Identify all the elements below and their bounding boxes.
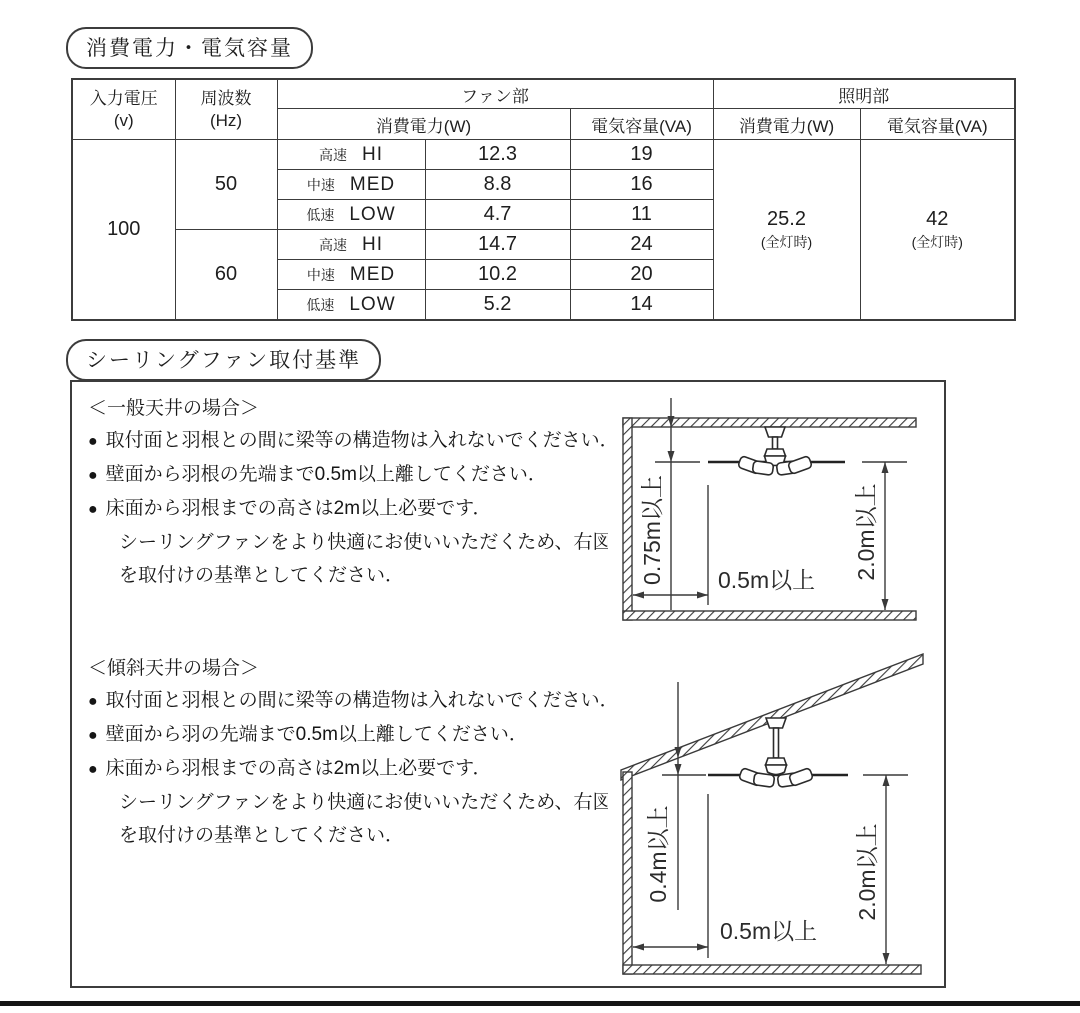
sloped-ceiling-heading: ＜傾斜天井の場合＞ <box>88 658 260 679</box>
fan-power-value: 10.2 <box>425 260 570 290</box>
dim-wall-gap-label: 0.5m以上 <box>720 918 818 944</box>
bullet-icon: ● <box>88 433 98 450</box>
fan-capacity-value: 16 <box>570 170 713 200</box>
light-power-note: (全灯時) <box>760 234 813 251</box>
dim-ceiling-gap <box>639 398 675 610</box>
speed-label-jp: 低速 <box>306 207 335 223</box>
bullet-text: 床面から羽根までの高さは2m以上必要です． <box>105 498 492 519</box>
frequency-50-value: 50 <box>175 140 277 230</box>
light-capacity-cell <box>860 140 1015 321</box>
fan-capacity-value: 19 <box>570 140 713 170</box>
note-line: シーリングファンをより快適にお使いいただくため、右図 <box>119 792 612 813</box>
speed-cell <box>277 170 425 200</box>
ceiling-hatch <box>623 418 916 427</box>
header-fan-power-w: 消費電力(W) <box>277 109 570 140</box>
fan-capacity-value: 14 <box>570 290 713 321</box>
header-light-section: 照明部 <box>713 79 1015 109</box>
speed-label-en: LOW <box>349 294 396 315</box>
bullet-icon: ● <box>88 727 98 744</box>
wall-hatch <box>623 418 632 620</box>
bullet-text: 壁面から羽根の先端まで0.5m以上離してください． <box>105 464 547 485</box>
input-voltage-value: 100 <box>72 140 175 321</box>
dim-floor-height <box>853 462 889 610</box>
light-capacity-note: (全灯時) <box>911 234 963 251</box>
bullet-item <box>88 424 619 458</box>
wall-hatch <box>623 772 632 974</box>
power-section-title <box>66 27 313 69</box>
speed-cell <box>277 230 425 260</box>
header-light-power-w: 消費電力(W) <box>713 109 860 140</box>
floor-hatch <box>623 965 921 974</box>
dim-wall-gap-label: 0.5m以上 <box>718 567 816 593</box>
speed-cell <box>277 140 425 170</box>
bullet-text: 床面から羽根までの高さは2m以上必要です． <box>105 758 492 779</box>
frequency-60-value: 60 <box>175 230 277 321</box>
speed-label-jp: 低速 <box>306 297 335 313</box>
header-fan-capacity-va: 電気容量(VA) <box>570 109 713 140</box>
header-light-capacity-va: 電気容量(VA) <box>860 109 1015 140</box>
speed-label-en: HI <box>362 234 383 255</box>
note-line: シーリングファンをより快適にお使いいただくため、右図 <box>119 532 612 553</box>
dim-floor-height-label: 2.0m以上 <box>853 483 879 581</box>
ceiling-fan-icon <box>738 427 813 475</box>
speed-label-jp: 中速 <box>306 177 335 193</box>
table-row <box>72 140 1015 170</box>
page-bottom-rule <box>0 1001 1080 1006</box>
header-input-voltage <box>72 79 175 140</box>
note-line: を取付けの基準としてください． <box>119 565 405 586</box>
note-line: を取付けの基準としてください． <box>119 825 405 846</box>
sloped-ceiling-text-block <box>88 654 619 852</box>
speed-label-jp: 中速 <box>306 267 335 283</box>
speed-label-en: MED <box>349 174 396 195</box>
header-fan-section: ファン部 <box>277 79 713 109</box>
speed-cell <box>277 200 425 230</box>
bullet-icon: ● <box>88 501 98 518</box>
dim-ceiling-gap-label: 0.4m以上 <box>645 805 671 903</box>
speed-cell <box>277 260 425 290</box>
bullet-item <box>88 492 619 526</box>
dim-ceiling-gap <box>645 682 682 910</box>
bullet-text: 壁面から羽の先端まで0.5m以上離してください． <box>105 724 528 745</box>
header-frequency <box>175 79 277 140</box>
light-capacity-value: 42 <box>926 208 949 231</box>
fan-power-value: 12.3 <box>425 140 570 170</box>
speed-label-jp: 高速 <box>319 237 347 253</box>
normal-ceiling-heading: ＜一般天井の場合＞ <box>88 398 260 419</box>
bullet-item <box>88 458 619 492</box>
bullet-item <box>88 718 619 752</box>
header-input-voltage-line2: (v) <box>113 110 134 130</box>
install-section-title <box>66 339 381 381</box>
dim-floor-height-label: 2.0m以上 <box>854 823 880 921</box>
fan-power-value: 5.2 <box>425 290 570 321</box>
bullet-icon: ● <box>88 693 98 710</box>
power-capacity-table <box>71 78 1016 321</box>
fan-power-value: 14.7 <box>425 230 570 260</box>
dim-floor-height <box>854 775 890 964</box>
dim-ceiling-gap-label: 0.75m以上 <box>639 475 665 585</box>
bullet-item <box>88 684 619 718</box>
installation-standards-box <box>70 380 946 988</box>
header-input-voltage-line1: 入力電圧 <box>89 89 158 109</box>
fan-power-value: 8.8 <box>425 170 570 200</box>
light-power-value: 25.2 <box>767 208 806 231</box>
light-power-cell <box>713 140 860 321</box>
install-section-title-text: シーリングファン取付基準 <box>86 349 362 372</box>
header-frequency-line2: (Hz) <box>209 110 243 130</box>
speed-cell <box>277 290 425 321</box>
speed-label-en: HI <box>362 144 383 165</box>
fan-power-value: 4.7 <box>425 200 570 230</box>
bullet-text: 取付面と羽根との間に梁等の構造物は入れないでください． <box>105 690 619 711</box>
bullet-icon: ● <box>88 467 98 484</box>
power-section-title-text: 消費電力・電気容量 <box>86 37 293 60</box>
speed-label-jp: 高速 <box>319 147 347 163</box>
bullet-item <box>88 752 619 786</box>
fan-capacity-value: 24 <box>570 230 713 260</box>
normal-ceiling-text-block <box>88 394 619 592</box>
header-frequency-line1: 周波数 <box>200 89 252 109</box>
table-header-row-1 <box>72 79 1015 109</box>
speed-label-en: MED <box>349 264 396 285</box>
bullet-icon: ● <box>88 761 98 778</box>
bullet-text: 取付面と羽根との間に梁等の構造物は入れないでください． <box>105 430 619 451</box>
speed-label-en: LOW <box>349 204 396 225</box>
sloped-ceiling-diagram <box>608 642 940 984</box>
fan-capacity-value: 20 <box>570 260 713 290</box>
floor-hatch <box>623 611 916 620</box>
fan-capacity-value: 11 <box>570 200 713 230</box>
normal-ceiling-diagram <box>608 390 938 632</box>
